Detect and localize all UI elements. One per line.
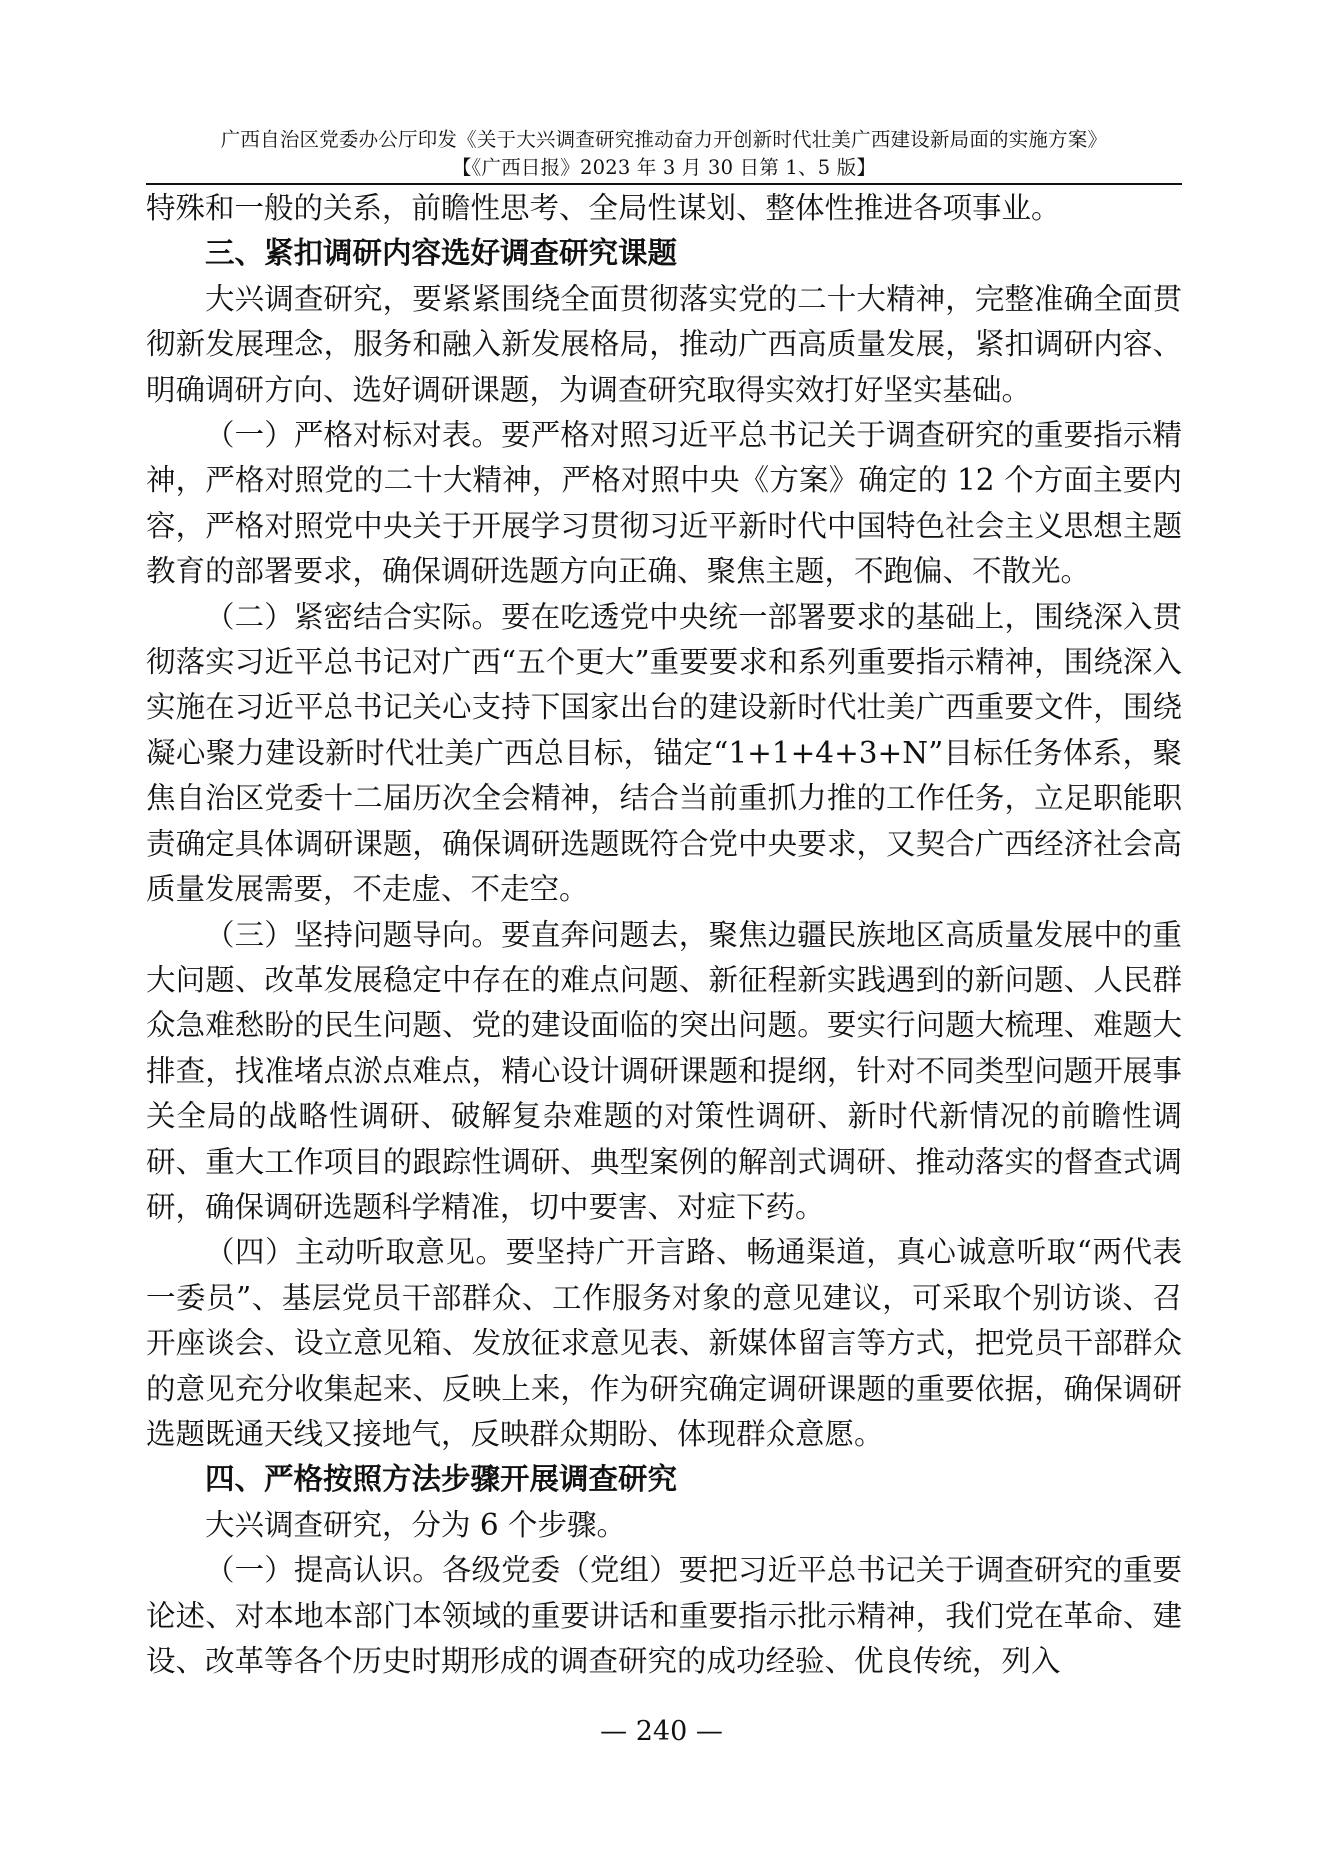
paragraph-item-two: （二）紧密结合实际。要在吃透党中央统一部署要求的基础上，围绕深入贯彻落实习近平总书记对广西“五个更大”重要要求和系列重要指示精神，围绕深入实施在习近平总书记关心支持下国家出台的建设新时代壮美广西重要文件，围绕凝心聚力建设新时代壮美广西总目标，锚定“1+1+4+3+N”目标任务体系，聚焦自治区党委十二届历次全会精神，结合当前重抓力推的工作任务，立足职能职责确定具体调研课题，确保调研选题既符合党中央要求，又契合广西经济社会高质量发展需要，不走虚、不走空。 xyxy=(146,599,1182,907)
section-heading-four: 四、严格按照方法步骤开展调查研究 xyxy=(205,1462,678,1497)
section-heading-three: 三、紧扣调研内容选好调查研究课题 xyxy=(205,236,678,271)
paragraph-item-three: （三）坚持问题导向。要直奔问题去，聚焦边疆民族地区高质量发展中的重大问题、改革发展稳定中存在的难点问题、新征程新实践遇到的新问题、人民群众急难愁盼的民生问题、党的建设面临的突出问题。要实行问题大梳理、难题大排查，找准堵点淤点难点，精心设计调研课题和提纲，针对不同类型问题开展事关全局的战略性调研、破解复杂难题的对策性调研、新时代新情况的前瞻性调研、重大工作项目的跟踪性调研、典型案例的解剖式调研、推动落实的督查式调研，确保调研选题科学精准，切中要害、对症下药。 xyxy=(146,917,1182,1224)
header-rule xyxy=(146,183,1182,185)
page-number: — 240 — xyxy=(600,1716,723,1747)
paragraph-step-one: （一）提高认识。各级党委（党组）要把习近平总书记关于调查研究的重要论述、对本地本部门本领域的重要讲话和重要指示批示精神，我们党在革命、建设、改革等各个历史时期形成的调查研究的成功经验、优良传统，列入 xyxy=(146,1553,1182,1678)
document-body xyxy=(146,186,1182,1684)
paragraph-continuation: 特殊和一般的关系，前瞻性思考、全局性谋划、整体性推进各项事业。 xyxy=(146,191,1061,225)
header-source: 【《广西日报》2023 年 3 月 30 日第 1、5 版】 xyxy=(451,156,877,179)
header-title: 广西自治区党委办公厅印发《关于大兴调查研究推动奋力开创新时代壮美广西建设新局面的实施方案》 xyxy=(220,128,1108,151)
paragraph-item-one: （一）严格对标对表。要严格对照习近平总书记关于调查研究的重要指示精神，严格对照党的二十大精神，严格对照中央《方案》确定的 12 个方面主要内容，严格对照党中央关于开展学习贯彻习近平新时代中国特色社会主义思想主题教育的部署要求，确保调研选题方向正确、聚焦主题，不跑偏、不散光。 xyxy=(146,418,1182,589)
paragraph-item-four: （四）主动听取意见。要坚持广开言路、畅通渠道，真心诚意听取“两代表一委员”、基层党员干部群众、工作服务对象的意见建议，可采取个别访谈、召开座谈会、设立意见箱、发放征求意见表、新媒体留言等方式，把党员干部群众的意见充分收集起来、反映上来，作为研究确定调研课题的重要依据，确保调研选题既通天线又接地气，反映群众期盼、体现群众意愿。 xyxy=(146,1235,1182,1451)
paragraph-section-four-intro: 大兴调查研究，分为 6 个步骤。 xyxy=(205,1507,627,1542)
document-header xyxy=(146,126,1182,182)
paragraph-section-three-intro: 大兴调查研究，要紧紧围绕全面贯彻落实党的二十大精神，完整准确全面贯彻新发展理念，服务和融入新发展格局，推动广西高质量发展，紧扣调研内容、明确调研方向、选好调研课题，为调查研究取得实效打好坚实基础。 xyxy=(146,281,1182,407)
